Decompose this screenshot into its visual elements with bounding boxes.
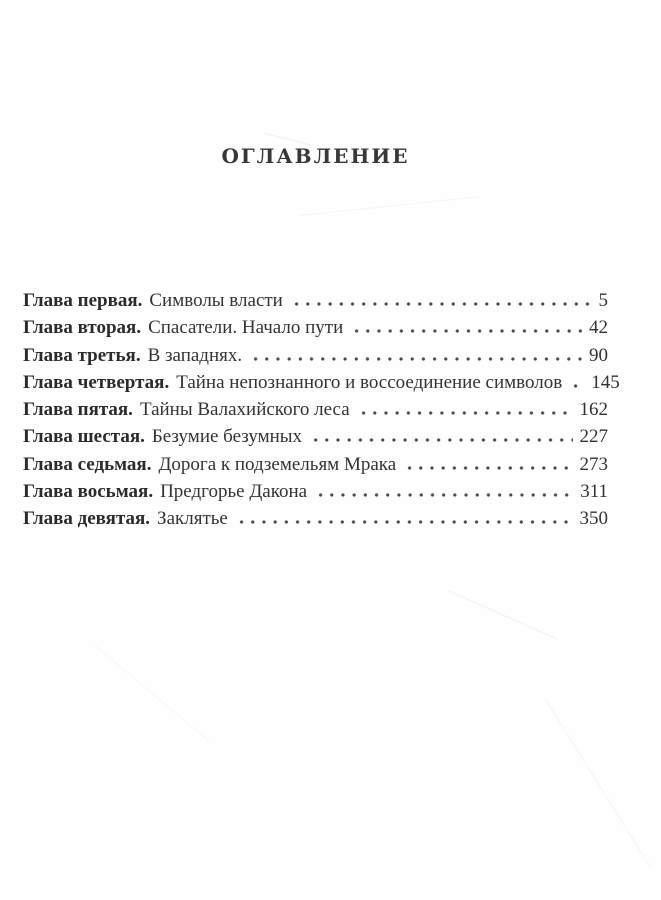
dot-leader <box>358 411 573 415</box>
page-number: 311 <box>580 481 608 503</box>
chapter-title: Тайна непознанного и воссоединение символов <box>176 371 563 393</box>
dot-leader <box>291 302 592 306</box>
toc-entry <box>23 371 620 399</box>
dot-leader <box>236 520 573 524</box>
chapter-label: Глава пятая. <box>23 399 133 421</box>
page-number: 350 <box>579 508 608 530</box>
chapter-title: Тайны Валахийского леса <box>139 399 350 421</box>
chapter-title: В западнях. <box>147 344 243 366</box>
toc-list <box>23 290 620 536</box>
toc-entry <box>23 317 608 344</box>
dot-leader <box>310 438 572 442</box>
chapter-label: Глава первая. <box>23 290 143 311</box>
toc-entry <box>23 454 608 481</box>
chapter-label: Глава третья. <box>23 344 141 366</box>
page-number: 162 <box>579 399 608 421</box>
page-number: 145 <box>591 371 620 393</box>
page-number: 273 <box>579 453 608 475</box>
page-number: 42 <box>589 317 608 339</box>
toc-entry <box>23 481 608 508</box>
chapter-label: Глава шестая. <box>23 426 145 448</box>
page-number: 5 <box>598 290 608 311</box>
chapter-title: Символы власти <box>149 290 283 311</box>
dot-leader <box>315 493 573 497</box>
toc-entry <box>23 399 608 426</box>
page-number: 90 <box>589 344 608 366</box>
chapter-title: Спасатели. Начало пути <box>148 317 344 339</box>
toc-entry <box>23 290 608 317</box>
chapter-label: Глава девятая. <box>23 508 151 530</box>
page-number: 227 <box>579 426 608 448</box>
toc-entry <box>23 345 608 372</box>
toc-entry <box>23 508 608 535</box>
dot-leader <box>250 357 582 361</box>
dot-leader <box>351 329 582 333</box>
scan-crease-artifact <box>545 698 652 868</box>
chapter-title: Безумие безумных <box>151 426 303 448</box>
scan-crease-artifact <box>95 645 211 742</box>
chapter-title: Предгорье Дакона <box>160 481 308 503</box>
scan-crease-artifact <box>448 590 558 640</box>
chapter-label: Глава седьмая. <box>23 453 152 475</box>
toc-entry <box>23 426 608 453</box>
chapter-label: Глава четвертая. <box>23 371 170 393</box>
scan-crease-artifact <box>300 196 479 216</box>
chapter-label: Глава вторая. <box>23 317 142 339</box>
dot-leader <box>570 384 584 388</box>
chapter-title: Дорога к подземельям Мрака <box>158 453 397 475</box>
page-title: ОГЛАВЛЕНИЕ <box>221 144 410 168</box>
chapter-title: Заклятье <box>157 508 228 530</box>
chapter-label: Глава восьмая. <box>23 481 154 503</box>
dot-leader <box>404 466 572 470</box>
